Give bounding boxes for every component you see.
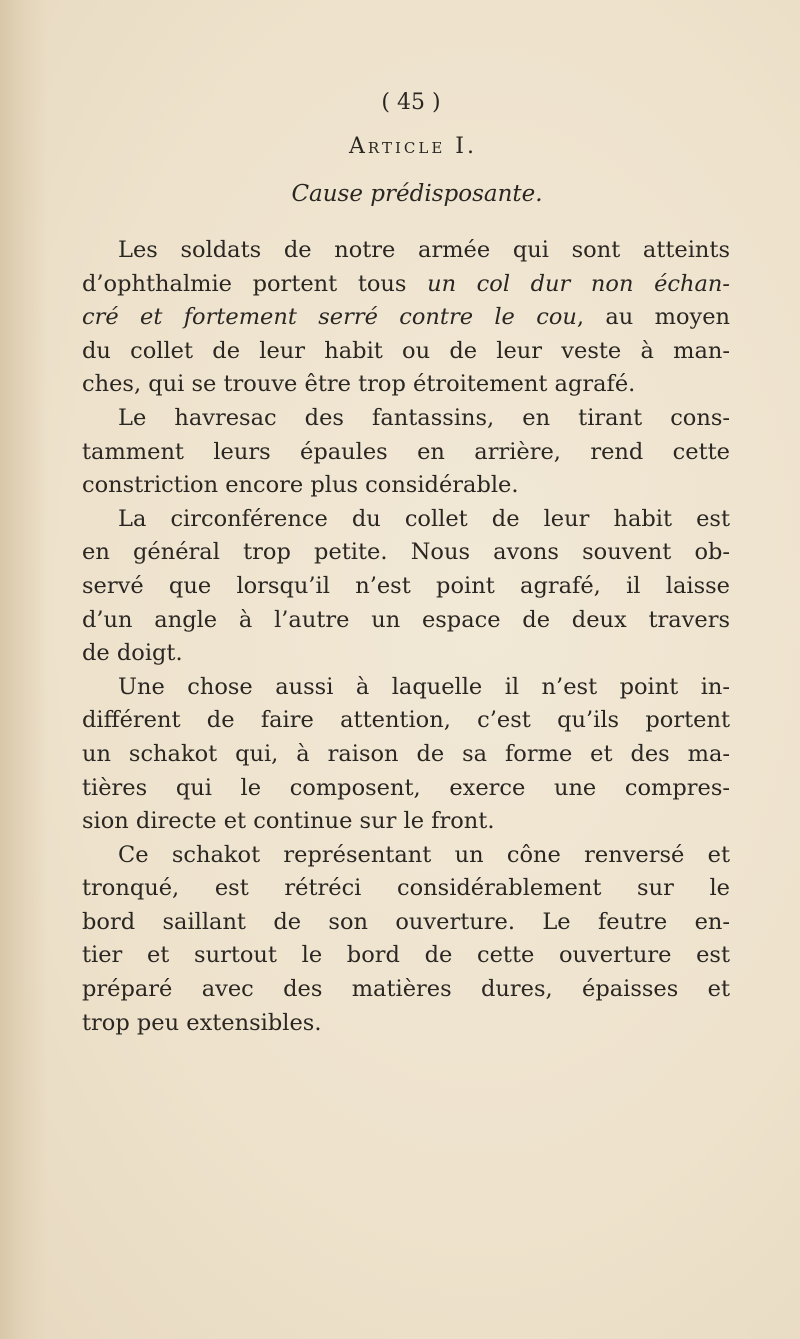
line-text: tamment leurs épaules en arrière, rend cette	[82, 438, 730, 465]
text-line	[82, 301, 730, 335]
line-text: un schakot qui, à raison de sa forme et des ma-	[82, 740, 730, 767]
body-text	[82, 234, 730, 1040]
text-line	[82, 805, 730, 839]
text-line	[82, 402, 730, 436]
line-text: de doigt.	[82, 640, 183, 667]
paragraph	[82, 671, 730, 839]
line-text: différent de faire attention, c’est qu’ils portent	[82, 707, 730, 734]
text-line	[82, 604, 730, 638]
binding-shadow	[0, 0, 48, 1339]
line-text: La circonférence du collet de leur habit est	[118, 505, 730, 532]
line-text: servé que lorsqu’il n’est point agrafé, il laisse	[82, 572, 730, 599]
text-line	[82, 570, 730, 604]
text-block	[82, 86, 730, 1040]
line-text: tières qui le composent, exerce une compres-	[82, 774, 730, 801]
line-text: bord saillant de son ouverture. Le feutre en-	[82, 908, 730, 935]
line-text: Une chose aussi à laquelle il n’est point in-	[118, 673, 730, 700]
line-text: en général trop petite. Nous avons souvent ob-	[82, 539, 730, 566]
paragraph	[82, 839, 730, 1041]
article-heading	[96, 130, 730, 164]
line-text: ches, qui se trouve être trop étroitement agrafé.	[82, 371, 636, 398]
text-line	[82, 335, 730, 369]
line-text: tronqué, est rétréci considérablement sur le	[82, 875, 730, 902]
line-text: Ce schakot représentant un cône renversé et	[118, 841, 730, 868]
section-subheading: Cause prédisposante.	[291, 181, 543, 207]
text-line	[82, 436, 730, 470]
text-line	[82, 906, 730, 940]
italic-text: cré et fortement serré contre le cou	[82, 304, 577, 331]
italic-text: un col dur non échan-	[427, 270, 730, 297]
text-line	[82, 536, 730, 570]
line-text: d’ophthalmie portent tous	[82, 270, 428, 297]
text-line	[82, 268, 730, 302]
line-text: , au moyen	[576, 304, 731, 331]
paragraph	[82, 503, 730, 671]
text-line	[82, 503, 730, 537]
text-line	[82, 234, 730, 268]
text-line	[82, 872, 730, 906]
line-text: Le havresac des fantassins, en tirant cons-	[118, 404, 730, 431]
paragraph	[82, 402, 730, 503]
page-number: ( 45 )	[381, 90, 441, 115]
line-text: d’un angle à l’autre un espace de deux travers	[82, 606, 730, 633]
line-text: tier et surtout le bord de cette ouverture est	[82, 942, 730, 969]
article-heading-text: Article I.	[349, 134, 477, 159]
paragraph	[82, 234, 730, 402]
text-line	[82, 704, 730, 738]
text-line	[82, 939, 730, 973]
line-text: trop peu extensibles.	[82, 1009, 322, 1036]
text-line	[82, 738, 730, 772]
line-text: Les soldats de notre armée qui sont atteints	[118, 237, 730, 263]
line-text: du collet de leur habit ou de leur veste à man-	[82, 337, 730, 364]
text-line	[82, 772, 730, 806]
text-line	[82, 469, 730, 503]
text-line	[82, 973, 730, 1007]
text-line	[82, 637, 730, 671]
line-text: sion directe et continue sur le front.	[82, 808, 495, 835]
text-line	[82, 839, 730, 873]
line-text: constriction encore plus considérable.	[82, 472, 519, 499]
text-line	[82, 1007, 730, 1041]
text-line	[82, 368, 730, 402]
text-line	[82, 671, 730, 705]
line-text: préparé avec des matières dures, épaisses et	[82, 976, 730, 1003]
